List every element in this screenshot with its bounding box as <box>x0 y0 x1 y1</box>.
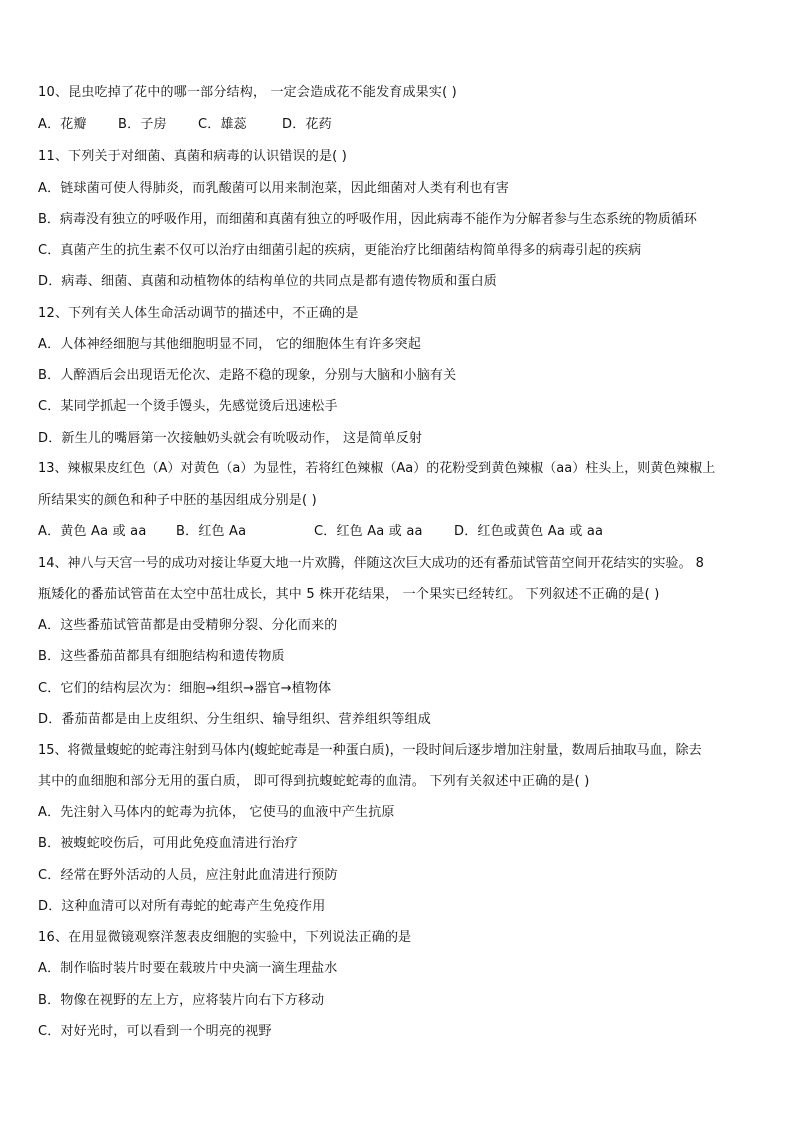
q10-option-c: C．雄蕊 <box>198 117 247 132</box>
q16-option-c: C．对好光时，可以看到一个明亮的视野 <box>38 1024 272 1039</box>
q14-stem-line1: 14、神八与天宫一号的成功对接让华夏大地一片欢腾，伴随这次巨大成功的还有番茄试管苗空间开花结实的实验。 8 <box>38 556 704 571</box>
q14-option-b: B．这些番茄苗都具有细胞结构和遗传物质 <box>38 649 285 664</box>
q13-options <box>38 523 768 541</box>
q10-option-b: B．子房 <box>118 117 167 132</box>
q12-option-d: D．新生儿的嘴唇第一次接触奶头就会有吮吸动作， 这是简单反射 <box>38 431 423 446</box>
q15-option-c: C．经常在野外活动的人员，应注射此血清进行预防 <box>38 868 338 883</box>
q12-option-b: B．人醉酒后会出现语无伦次、走路不稳的现象，分别与大脑和小脑有关 <box>38 368 457 383</box>
q13-option-a: A．黄色 Aa 或 aa <box>38 524 147 539</box>
q11-option-a: A．链球菌可使人得肺炎，而乳酸菌可以用来制泡菜，因此细菌对人类有利也有害 <box>38 181 510 196</box>
q15-option-b: B．被蝮蛇咬伤后，可用此免疫血清进行治疗 <box>38 836 298 851</box>
q16-option-a: A．制作临时装片时要在载玻片中央滴一滴生理盐水 <box>38 961 338 976</box>
q12-option-c: C．某同学抓起一个烫手馒头，先感觉烫后迅速松手 <box>38 399 338 414</box>
q13-stem-line1: 13、辣椒果皮红色（A）对黄色（a）为显性，若将红色辣椒（Aa）的花粉受到黄色辣椒（aa）柱头上，则黄色辣椒上 <box>38 461 716 476</box>
q16-stem: 16、在用显微镜观察洋葱表皮细胞的实验中，下列说法正确的是 <box>38 930 412 945</box>
q10-option-d: D．花药 <box>282 117 332 132</box>
q13-option-b: B．红色 Aa <box>176 524 247 539</box>
q11-option-b: B．病毒没有独立的呼吸作用，而细菌和真菌有独立的呼吸作用，因此病毒不能作为分解者参与生态系统的物质循环 <box>38 212 697 227</box>
q15-option-d: D．这种血清可以对所有毒蛇的蛇毒产生免疫作用 <box>38 899 326 914</box>
q15-stem-line2: 其中的血细胞和部分无用的蛋白质， 即可得到抗蝮蛇蛇毒的血清。 下列有关叙述中正确的是( ) <box>38 774 590 789</box>
q15-option-a: A．先注射入马体内的蛇毒为抗体， 它使马的血液中产生抗原 <box>38 805 395 820</box>
q13-option-c: C．红色 Aa 或 aa <box>314 524 423 539</box>
q13-option-d: D．红色或黄色 Aa 或 aa <box>454 524 604 539</box>
q10-option-a: A．花瓣 <box>38 117 87 132</box>
q16-option-b: B．物像在视野的左上方，应将装片向右下方移动 <box>38 993 325 1008</box>
q14-option-d: D．番茄苗都是由上皮组织、分生组织、输导组织、营养组织等组成 <box>38 712 432 727</box>
q13-stem-line2: 所结果实的颜色和种子中胚的基因组成分别是( ) <box>38 493 317 508</box>
q14-option-a: A．这些番茄试管苗都是由受精卵分裂、分化而来的 <box>38 618 338 633</box>
q15-stem-line1: 15、将微量蝮蛇的蛇毒注射到马体内(蝮蛇蛇毒是一种蛋白质)，一段时间后逐步增加注射量，数周后抽取马血，除去 <box>38 743 702 758</box>
q10-options <box>38 116 768 134</box>
q11-stem: 11、下列关于对细菌、真菌和病毒的认识错误的是( ) <box>38 149 348 164</box>
q12-option-a: A．人体神经细胞与其他细胞明显不同， 它的细胞体生有许多突起 <box>38 337 422 352</box>
q12-stem: 12、下列有关人体生命活动调节的描述中，不正确的是 <box>38 306 359 321</box>
q11-option-c: C．真菌产生的抗生素不仅可以治疗由细菌引起的疾病，更能治疗比细菌结构简单得多的病毒引起的疾病 <box>38 243 642 258</box>
q14-stem-line2: 瓶矮化的番茄试管苗在太空中茁壮成长，其中 5 株开花结果， 一个果实已经转红。 下列叙述不正确的是( ) <box>38 587 660 602</box>
q11-option-d: D．病毒、细菌、真菌和动植物体的结构单位的共同点是都有遗传物质和蛋白质 <box>38 274 498 289</box>
q14-option-c: C．它们的结构层次为：细胞→组织→器官→植物体 <box>38 681 332 696</box>
q10-stem: 10、昆虫吃掉了花中的哪一部分结构， 一定会造成花不能发育成果实( ) <box>38 85 457 100</box>
